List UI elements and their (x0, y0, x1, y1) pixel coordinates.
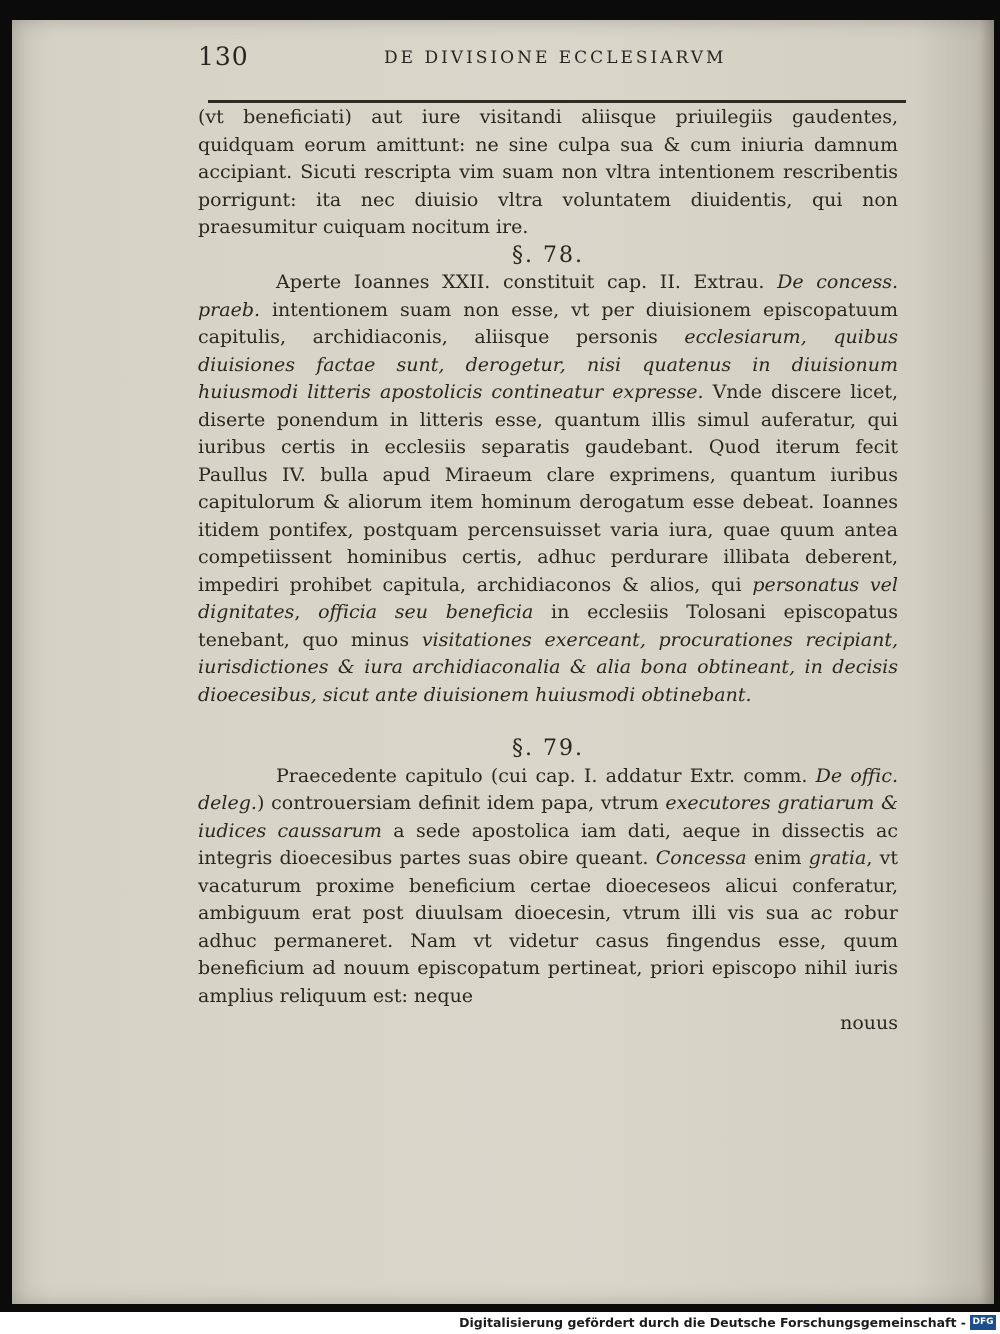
p78-italic-2: ecclesiarum, quibus diuisiones factae sunt, derogetur, nisi quatenus in diuisionum huiusmodi litteris apostolicis contineatur expresse. (198, 326, 898, 403)
p78-text-5: in ecclesiis Tolosani episcopatus tenebant, quo minus (198, 601, 898, 651)
running-head (198, 42, 898, 78)
funding-credit: Digitalisierung gefördert durch die Deutsche Forschungsgemeinschaft - (459, 1315, 966, 1330)
p78-italic-5: visitationes exerceant, procurationes recipiant, iurisdictiones & iura archidiaconalia & alia bona obtineant, in decisis dioecesibus, sicut ante diuisionem huiusmodi obtinebant. (198, 628, 898, 706)
p78-italic-1: De concess. praeb. (198, 271, 898, 321)
body-text (198, 104, 898, 1038)
p79-italic-2: executores gratiarum & iudices caussarum (198, 792, 898, 842)
p78-text-3: Vnde discere licet, diserte ponendum in litteris esse, quantum illis simul auferatur, qui iuribus certis in ecclesiis separatis gaudebant. Quod iterum fecit Paullus IV. bulla apud Miraeum clare exprimens, quantum iuribus capitulorum & aliorum item hominum derogatum esse debeat. Ioannes itidem pontifex, postquam percensuisset varia iura, quae quum antea competiissent hominibus certis, adhuc perdurare illibata deberent, impediri prohibet capitula, archidiaconos & alios, qui (198, 381, 898, 596)
p79-text-1: Praecedente capitulo (cui cap. I. addatur Extr. comm. (276, 764, 816, 787)
p78-italic-3: personatus vel dignitates (198, 573, 898, 623)
section-heading-79: §. 79. (512, 736, 584, 761)
paragraph-intro: (vt beneficiati) aut iure visitandi aliisque priuilegiis gaudentes, quidquam eorum amittunt: ne sine culpa sua & cum iniuria damnum accipiant. Sicuti rescripta vim suam non vltra intentionem rescribentis porrigunt: ita nec diuisio vltra voluntatem diuidentis, qui non praesumitur cuiquam nocitum ire. (198, 106, 898, 238)
p79-text-3: a sede apostolica iam dati, aeque in dissectis ac integris dioecesibus partes suas obire queant. (198, 819, 898, 869)
p78-text-1: Aperte Ioannes XXII. constituit cap. II. Extrau. (276, 271, 778, 293)
dfg-logo: DFG (970, 1315, 996, 1330)
section-heading-78: §. 78. (512, 242, 584, 268)
p79-text-5: , vt vacaturum proxime beneficium certae dioeceseos alicui conferatur, ambiguum erat post diuulsam dioecesin, vtrum illi vis sua ac robur adhuc permaneret. Nam vt videtur casus fingendus esse, quum beneficium ad nouum episcopatum pertineat, priori episcopo nihil iuris amplius reliquum est: neque (198, 847, 899, 1007)
catchword: nouus (840, 1012, 898, 1034)
page-number: 130 (198, 42, 249, 71)
paragraph-79 (198, 763, 898, 1011)
p79-italic-4: gratia (808, 847, 867, 869)
running-title: DE DIVISIONE ECCLESIARVM (384, 48, 727, 68)
p79-italic-1: De offic. deleg. (198, 764, 898, 814)
p79-text-4: enim (746, 847, 809, 869)
p79-italic-3: Concessa (655, 847, 747, 869)
p78-italic-4: officia seu beneficia (318, 601, 534, 623)
digitization-footer (0, 1312, 1000, 1334)
header-rule (208, 100, 906, 103)
page-edge-shadow (980, 20, 994, 1304)
paragraph-78 (198, 269, 898, 709)
p78-text-2: intentionem suam non esse, vt per diuisionem episcopatuum capitulis, archidiaconis, aliisque personis (198, 298, 898, 348)
p78-text-4: , (294, 601, 319, 623)
p79-text-2: ) controuersiam definit idem papa, vtrum (256, 792, 666, 814)
